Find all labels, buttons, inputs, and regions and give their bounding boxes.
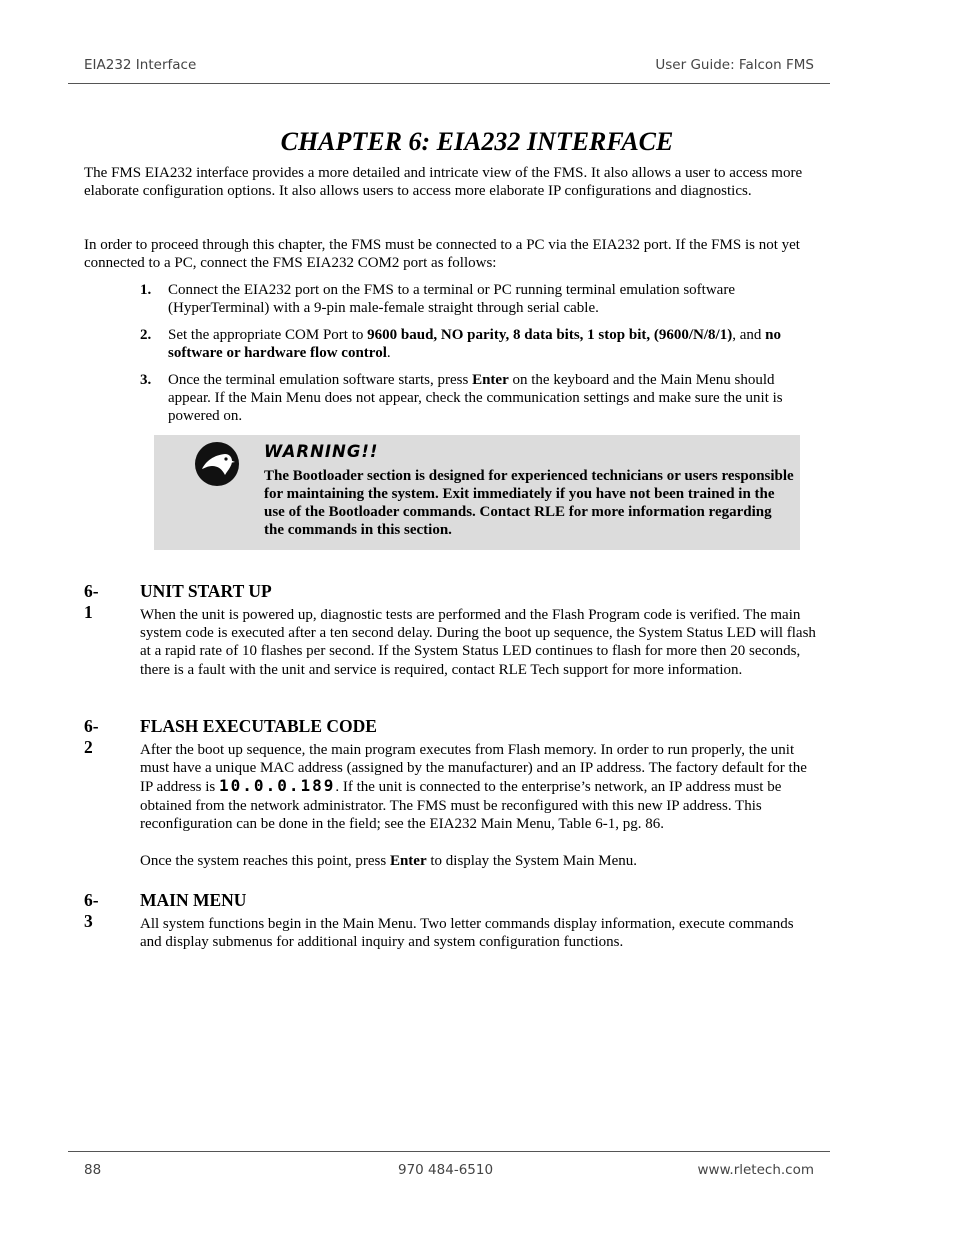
section-number: 6-1 <box>84 581 99 622</box>
step-text-plain: , and <box>732 327 766 343</box>
section-number: 6-3 <box>84 890 99 931</box>
section-title: UNIT START UP <box>140 581 272 601</box>
section-6-2-body-2 <box>140 852 816 870</box>
step-text-plain: . <box>386 345 391 362</box>
warning-title: WARNING!! <box>264 442 379 461</box>
footer-phone: 970 484-6510 <box>398 1162 494 1178</box>
step-text-plain: on the keyboard and the Main Menu should appear. If the Main Menu does not appear, check the communication settings and make sure the unit is powered on. <box>168 372 783 425</box>
step-text-bold: 9600 baud, NO parity, 8 data bits, 1 stop bit, (9600/N/8/1) <box>367 327 733 343</box>
body-text: to display the System Main Menu. <box>426 853 638 869</box>
page-number: 88 <box>84 1162 102 1178</box>
step-text-plain: Set the appropriate COM Port to <box>168 327 368 343</box>
section-title: FLASH EXECUTABLE CODE <box>140 716 377 736</box>
header-section-title: EIA232 Interface <box>84 57 197 73</box>
chapter-title: CHAPTER 6: EIA232 INTERFACE <box>280 127 674 156</box>
intro-paragraph-1: The FMS EIA232 interface provides a more detailed and intricate view of the FMS. It also allows a user to access more elaborate configuration options. It also allows users to access more elaborate IP configurations and diagnostics. <box>84 165 803 200</box>
body-text-bold: Enter <box>389 853 427 869</box>
step-text <box>168 371 816 426</box>
default-ip-address: 10.0.0.189 <box>219 776 336 796</box>
section-title: MAIN MENU <box>140 890 247 910</box>
step-number: 2. <box>140 327 152 343</box>
rle-falcon-logo-icon <box>192 439 242 489</box>
step-text: Connect the EIA232 port on the FMS to a terminal or PC running terminal emulation software (HyperTerminal) with a 9-pin male-female straight through serial cable. <box>168 282 735 317</box>
warning-box <box>154 435 800 550</box>
step-text-bold: Enter <box>472 372 509 388</box>
warning-text: The Bootloader section is designed for experienced technicians or users responsible for maintaining the system. Exit immediately if you have not been trained in the use of the Bootloader commands. Contact RLE for more information regarding the commands in this section. <box>264 468 794 538</box>
section-6-2-body <box>140 741 816 833</box>
step-text-bold: no software or hardware flow control <box>168 327 781 362</box>
step-number: 3. <box>140 372 152 388</box>
footer-url: www.rletech.com <box>697 1162 814 1178</box>
page-footer <box>68 1151 830 1182</box>
step-number: 1. <box>140 282 152 298</box>
step-text-plain: Once the terminal emulation software starts, press <box>168 372 473 388</box>
section-6-3-body: All system functions begin in the Main Menu. Two letter commands display information, execute commands and display submenus for additional inquiry and system configuration functions. <box>140 916 794 951</box>
section-number: 6-2 <box>84 716 99 757</box>
header-guide-title: User Guide: Falcon FMS <box>655 57 814 73</box>
body-text: Once the system reaches this point, press <box>140 853 390 869</box>
section-6-1-body: When the unit is powered up, diagnostic tests are performed and the Flash Program code is verified. The main system code is executed after a ten second delay. During the boot up sequence, the System Status LED will flash at a rapid rate of 10 flashes per second. If the System Status LED continues to flash for more then 20 seconds, there is a fault with the unit and service is required, contact RLE Tech support for more information. <box>140 607 816 678</box>
page-header <box>68 57 830 84</box>
body-text: After the boot up sequence, the main program executes from Flash memory. In order to run properly, the unit must have a unique MAC address (assigned by the manufacturer) and an IP address. The factory default for the IP address is <box>140 742 807 796</box>
intro-paragraph-2: In order to proceed through this chapter, the FMS must be connected to a PC via the EIA232 port. If the FMS is not yet connected to a PC, connect the FMS EIA232 COM2 port as follows: <box>84 237 800 272</box>
body-text: . If the unit is connected to the enterprise’s network, an IP address must be obtained from the network administrator. The FMS must be reconfigured with this new IP address. This reconfiguration can be done in the field; see the EIA232 Main Menu, Table 6-1, pg. 86. <box>140 779 782 832</box>
step-text <box>168 326 816 362</box>
